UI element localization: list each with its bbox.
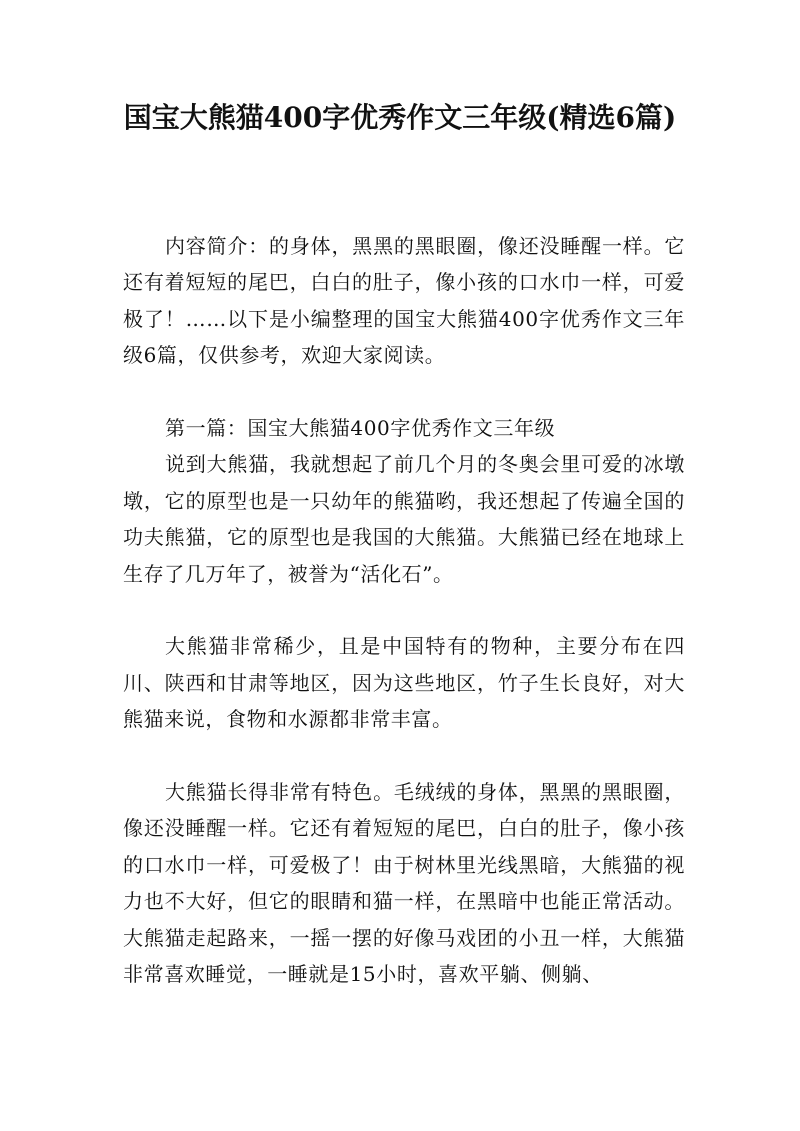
paragraph-gap: [123, 592, 685, 628]
paragraph-gap: [123, 738, 685, 774]
paragraph-gap: [123, 374, 685, 410]
body-paragraph-2: 大熊猫非常稀少，且是中国特有的物种，主要分布在四川、陕西和甘肃等地区，因为这些地区，竹子生长良好，对大熊猫来说，食物和水源都非常丰富。: [123, 634, 685, 732]
document-title: 国宝大熊猫400字优秀作文三年级(精选6篇): [123, 101, 677, 134]
body-paragraph-1: 说到大熊猫，我就想起了前几个月的冬奥会里可爱的冰墩墩，它的原型也是一只幼年的熊猫哟，我还想起了传遍全国的功夫熊猫，它的原型也是我国的大熊猫。大熊猫已经在地球上生存了几万年了，被誉为“活化石”。: [123, 452, 685, 586]
document-body: [123, 228, 685, 992]
intro-paragraph: 内容简介：的身体，黑黑的黑眼圈，像还没睡醒一样。它还有着短短的尾巴，白白的肚子，像小孩的口水巾一样，可爱极了！……以下是小编整理的国宝大熊猫400字优秀作文三年级6篇，仅供参考，欢迎大家阅读。: [123, 234, 685, 368]
section-title: 第一篇：国宝大熊猫400字优秀作文三年级: [165, 416, 556, 441]
body-paragraph-3: 大熊猫长得非常有特色。毛绒绒的身体，黑黑的黑眼圈，像还没睡醒一样。它还有着短短的尾巴，白白的肚子，像小孩的口水巾一样，可爱极了！由于树林里光线黑暗，大熊猫的视力也不大好，但它的眼睛和猫一样，在黑暗中也能正常活动。大熊猫走起路来，一摇一摆的好像马戏团的小丑一样，大熊猫非常喜欢睡觉，一睡就是15小时，喜欢平躺、侧躺、: [123, 780, 685, 987]
